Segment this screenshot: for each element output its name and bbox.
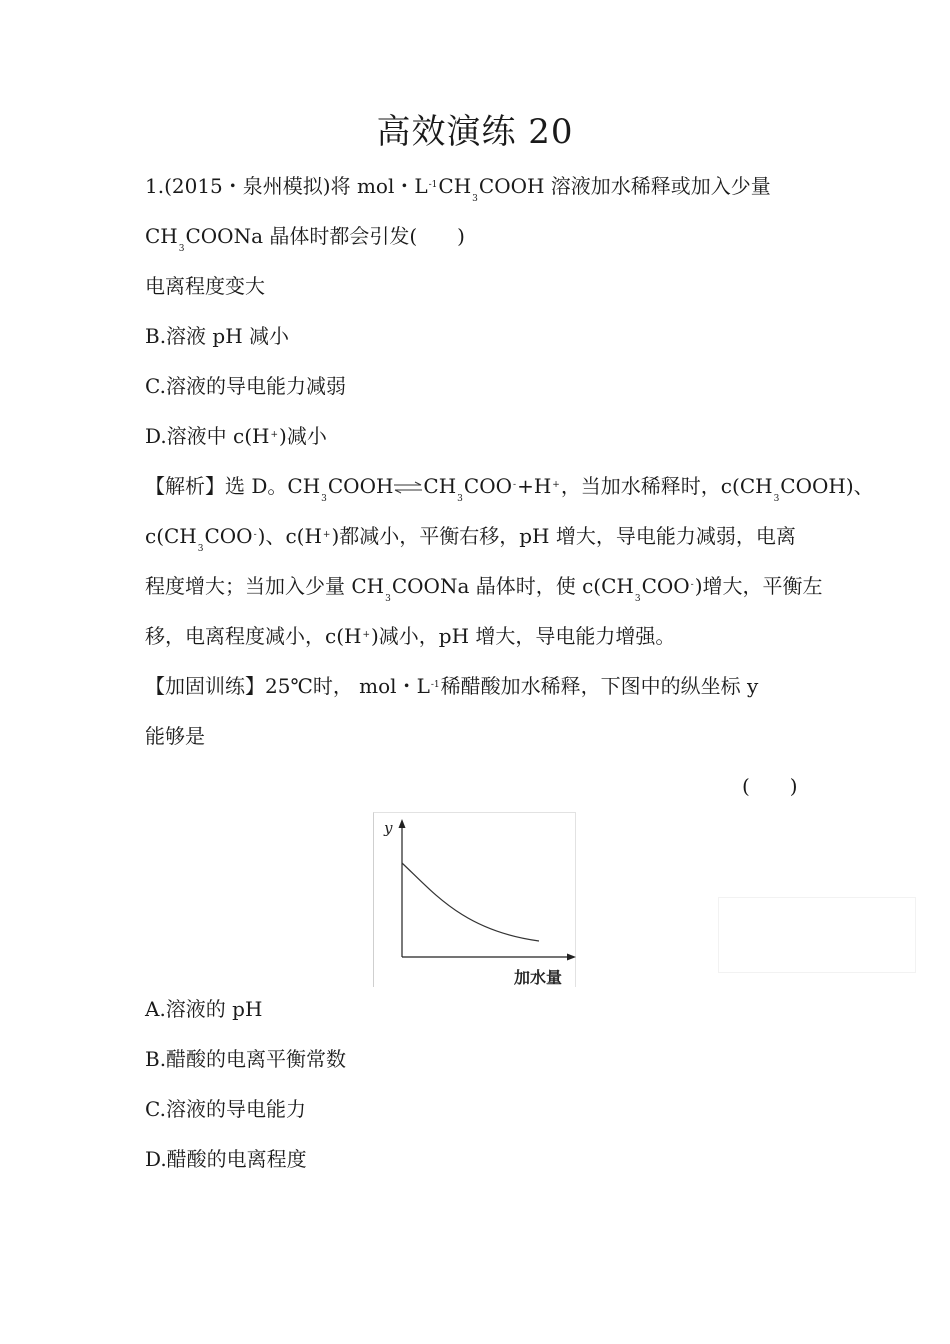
analysis-text: 移，电离程度减小，c(H xyxy=(145,624,362,648)
reinforce-text: 稀醋酸加水稀释，下图中的纵坐标 y xyxy=(440,674,759,698)
reinforce-option-d: D.醋酸的电离程度 xyxy=(145,1147,307,1171)
page-title: 高效演练 20 xyxy=(376,112,574,152)
subscript: 3 xyxy=(634,594,641,604)
y-axis-label: y xyxy=(384,819,393,837)
analysis-line-1 xyxy=(145,472,874,505)
analysis-text: ，当加水稀释时，c(CH xyxy=(560,474,773,498)
analysis-line-4 xyxy=(145,622,675,655)
analysis-text: )都减小，平衡右移，pH 增大，导电能力减弱，电离 xyxy=(331,524,796,548)
analysis-text: COOH)、 xyxy=(780,474,874,498)
superscript: - xyxy=(690,580,694,590)
analysis-text: 【解析】选 D。CH xyxy=(145,474,321,498)
q1-text: COONa 晶体时都会引发( ) xyxy=(185,224,465,248)
q1-text: COOH 溶液加水稀释或加入少量 xyxy=(478,174,771,198)
superscript: + xyxy=(322,530,331,540)
subscript: 3 xyxy=(773,494,780,504)
y-axis-arrow-icon xyxy=(399,819,406,828)
watermark-box xyxy=(718,897,916,973)
subscript: 3 xyxy=(197,544,204,554)
x-axis-label: 加水量 xyxy=(514,968,563,987)
analysis-text: )增大，平衡左 xyxy=(694,574,823,598)
answer-blank: ( ) xyxy=(742,774,798,798)
q1-option-d xyxy=(145,422,327,455)
reinforce-option-a: A.溶液的 pH xyxy=(145,997,263,1021)
subscript: 3 xyxy=(472,194,478,204)
q1-option-a: 电离程度变大 xyxy=(145,274,265,298)
superscript: + xyxy=(270,430,279,440)
analysis-text: 程度增大；当加入少量 CH xyxy=(145,574,385,598)
subscript: 3 xyxy=(457,494,463,504)
superscript: + xyxy=(362,630,370,640)
x-axis-arrow-icon xyxy=(567,954,576,961)
subscript: 3 xyxy=(178,244,185,254)
superscript: + xyxy=(552,480,560,490)
reinforce-option-c: C.溶液的导电能力 xyxy=(145,1097,306,1121)
reinforce-stem-line-1 xyxy=(145,672,758,705)
equilibrium-arrow-icon xyxy=(393,474,423,502)
q1-text: CH xyxy=(438,174,472,198)
analysis-text: COOH xyxy=(327,474,394,498)
analysis-line-3 xyxy=(145,572,823,605)
analysis-text: c(CH xyxy=(145,524,197,548)
analysis-line-2 xyxy=(145,522,796,555)
question-1-stem-line-2 xyxy=(145,222,465,255)
analysis-text: COO xyxy=(641,574,690,598)
analysis-text: )、c(H xyxy=(257,524,322,548)
decreasing-curve xyxy=(402,863,539,941)
subscript: 3 xyxy=(321,494,327,504)
superscript: - xyxy=(253,530,257,540)
analysis-text: +H xyxy=(517,474,552,498)
superscript: -1 xyxy=(428,180,438,190)
q1-option-c: C.溶液的导电能力减弱 xyxy=(145,374,346,398)
reinforce-option-b: B.醋酸的电离平衡常数 xyxy=(145,1047,347,1071)
analysis-text: COO xyxy=(204,524,253,548)
reinforce-text: 【加固训练】25℃时， mol・L xyxy=(145,674,430,698)
q1-option-b: B.溶液 pH 减小 xyxy=(145,324,290,348)
q1-text: )减小 xyxy=(279,424,327,448)
reinforce-stem-line-2: 能够是 xyxy=(145,724,205,748)
analysis-text: )减小，pH 增大，导电能力增强。 xyxy=(371,624,676,648)
subscript: 3 xyxy=(385,594,391,604)
q1-text: 1.(2015・泉州模拟)将 mol・L xyxy=(145,174,428,198)
dilution-graph xyxy=(373,812,576,987)
analysis-text: CH xyxy=(423,474,457,498)
question-1-stem-line-1 xyxy=(145,172,771,205)
superscript: - xyxy=(513,480,517,490)
analysis-text: COO xyxy=(463,474,513,498)
superscript: -1 xyxy=(430,680,440,690)
analysis-text: COONa 晶体时，使 c(CH xyxy=(391,574,634,598)
q1-text: CH xyxy=(145,224,178,248)
q1-text: D.溶液中 c(H xyxy=(145,424,270,448)
